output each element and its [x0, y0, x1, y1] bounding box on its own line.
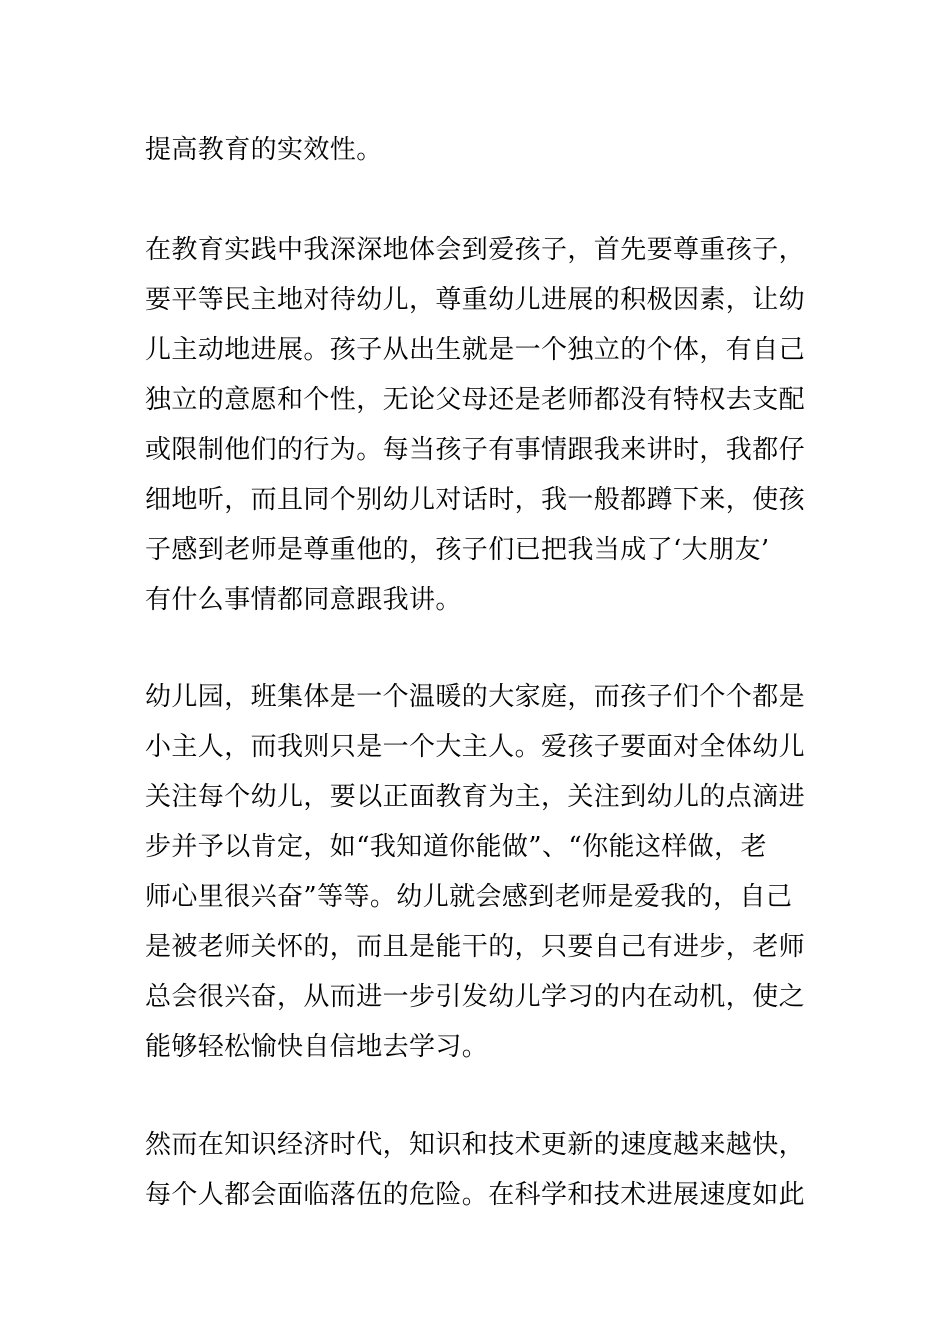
paragraph-3 [145, 672, 825, 1072]
text-line: 能够轻松愉快自信地去学习。 [145, 1032, 489, 1062]
paragraph-2 [145, 225, 825, 625]
text-line: 师心里很兴奋”等等。幼儿就会感到老师是爱我的，自己 [145, 882, 793, 912]
text-line: 步并予以肯定，如“我知道你能做”、“你能这样做，老 [145, 832, 767, 862]
paragraph-4 [145, 1120, 825, 1220]
text-line: 提高教育的实效性。 [145, 135, 383, 165]
text-line: 子感到老师是尊重他的，孩子们已把我当成了‘大朋友’ [145, 535, 770, 565]
text-line: 在教育实践中我深深地体会到爱孩子，首先要尊重孩子， [145, 235, 806, 265]
paragraph-1 [145, 125, 825, 175]
text-line: 是被老师关怀的，而且是能干的，只要自己有进步，老师 [145, 932, 806, 962]
text-line: 细地听，而且同个别幼儿对话时，我一般都蹲下来，使孩 [145, 485, 806, 515]
text-line: 有什么事情都同意跟我讲。 [145, 585, 462, 615]
text-line: 总会很兴奋，从而进一步引发幼儿学习的内在动机，使之 [145, 982, 806, 1012]
text-line: 小主人，而我则只是一个大主人。爱孩子要面对全体幼儿 [145, 732, 806, 762]
text-line: 幼儿园，班集体是一个温暖的大家庭，而孩子们个个都是 [145, 682, 806, 712]
text-line: 要平等民主地对待幼儿，尊重幼儿进展的积极因素，让幼 [145, 285, 806, 315]
text-line: 儿主动地进展。孩子从出生就是一个独立的个体，有自己 [145, 335, 806, 365]
text-line: 关注每个幼儿，要以正面教育为主，关注到幼儿的点滴进 [145, 782, 806, 812]
text-line: 独立的意愿和个性，无论父母还是老师都没有特权去支配 [145, 385, 806, 415]
text-line: 或限制他们的行为。每当孩子有事情跟我来讲时，我都仔 [145, 435, 806, 465]
text-line: 每个人都会面临落伍的危险。在科学和技术进展速度如此 [145, 1180, 806, 1210]
text-line: 然而在知识经济时代，知识和技术更新的速度越来越快， [145, 1130, 806, 1160]
